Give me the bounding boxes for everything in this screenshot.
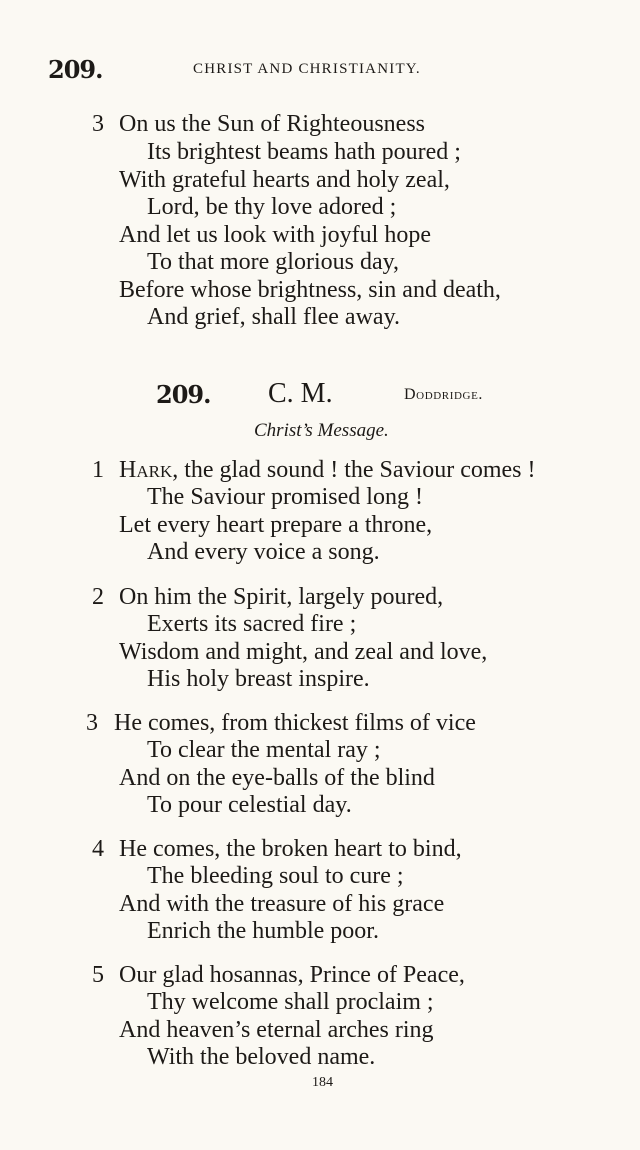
verse-number: 3 xyxy=(92,111,104,137)
verse-number: 1 xyxy=(92,457,104,483)
hymn-subtitle: Christ’s Message. xyxy=(254,420,389,441)
verse-line-first xyxy=(119,456,536,484)
hymn-number: 209. xyxy=(156,380,211,409)
verse-line: And on the eye-balls of the blind xyxy=(119,765,435,791)
verse-line: And with the treasure of his grace xyxy=(119,891,445,917)
header-hymn-number: 209. xyxy=(48,55,103,84)
hymn-author: Doddridge. xyxy=(404,386,483,403)
page-header xyxy=(48,55,488,87)
verse-line: On us the Sun of Righteousness xyxy=(119,111,425,137)
verse-line: Thy welcome shall proclaim ; xyxy=(147,989,434,1015)
verse-number: 4 xyxy=(92,836,104,862)
verse-number: 2 xyxy=(92,584,104,610)
running-title: CHRIST AND CHRISTIANITY. xyxy=(193,61,421,77)
verse-line: On him the Spirit, largely poured, xyxy=(119,584,444,610)
hymn-title-row xyxy=(0,378,640,412)
first-word-caps: Hark xyxy=(119,457,173,483)
verse-line: And grief, shall flee away. xyxy=(147,304,401,330)
verse-number: 3 xyxy=(86,710,98,736)
verse-line: He comes, from thickest films of vice xyxy=(114,710,476,736)
verse-line: And every voice a song. xyxy=(147,539,380,565)
verse-line: To pour celestial day. xyxy=(147,792,352,818)
verse-line: Lord, be thy love adored ; xyxy=(147,194,397,220)
verse-line: Enrich the humble poor. xyxy=(147,918,379,944)
verse-line: Before whose brightness, sin and death, xyxy=(119,277,501,303)
verse-line: With grateful hearts and holy zeal, xyxy=(119,167,450,193)
verse-line: Exerts its sacred fire ; xyxy=(147,611,357,637)
verse-line: To clear the mental ray ; xyxy=(147,737,381,763)
page-number: 184 xyxy=(312,1075,333,1090)
verse-number: 5 xyxy=(92,962,104,988)
verse-line: And let us look with joyful hope xyxy=(119,222,431,248)
verse-line: The Saviour promised long ! xyxy=(147,484,423,510)
verse-line: The bleeding soul to cure ; xyxy=(147,863,404,889)
verse-line: To that more glorious day, xyxy=(147,249,400,275)
verse-line: His holy breast inspire. xyxy=(147,666,370,692)
verse-line: With the beloved name. xyxy=(147,1044,376,1070)
verse-line: Let every heart prepare a throne, xyxy=(119,512,433,538)
verse-line: Its brightest beams hath poured ; xyxy=(147,139,461,165)
verse-line: Our glad hosannas, Prince of Peace, xyxy=(119,962,465,988)
first-line-rest: , the glad sound ! the Saviour comes ! xyxy=(172,457,536,483)
verse-line: He comes, the broken heart to bind, xyxy=(119,836,462,862)
verse-line: And heaven’s eternal arches ring xyxy=(119,1017,434,1043)
verse-line: Wisdom and might, and zeal and love, xyxy=(119,639,488,665)
hymn-meter: C. M. xyxy=(268,378,333,409)
